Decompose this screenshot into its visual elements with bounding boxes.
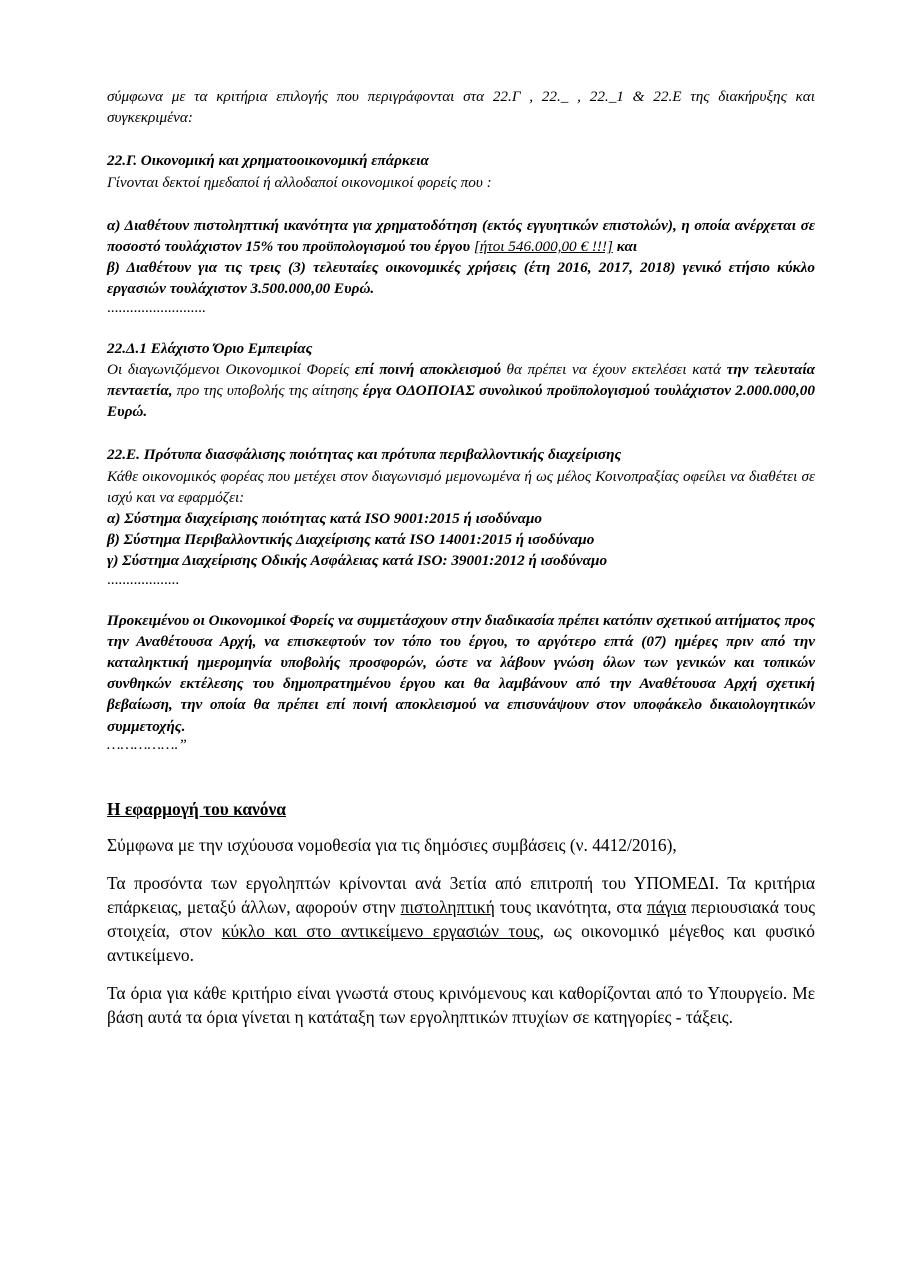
section-22g-ellipsis: .......................... xyxy=(107,298,206,316)
p2-part-b: τους ικανότητα, στα xyxy=(494,896,647,917)
section-22e-title: 22.Ε. Πρότυπα διασφάλισης ποιότητας και πρότυπα περιβαλλοντικής διαχείρισης xyxy=(107,446,622,464)
quote-end: …………….” xyxy=(107,735,187,753)
rule-paragraph-1: Σύμφωνα με την ισχύουσα νομοθεσία για τις δημόσιες συμβάσεις (ν. 4412/2016), xyxy=(107,834,677,855)
section-22d1-text xyxy=(107,359,815,423)
item-a-text: α) Διαθέτουν πιστοληπτική ικανότητα για χρηματοδότηση (εκτός εγγυητικών επιστολών), η οποία ανέρχεται σε ποσοστό τουλάχιστον 15% του προϋπολογισμού του έργου xyxy=(107,216,815,256)
section-22g-intro: Γίνονται δεκτοί ημεδαποί ή αλλοδαποί οικονομικοί φορείς που : xyxy=(107,173,492,191)
rule-paragraph-2 xyxy=(107,871,815,967)
site-visit-paragraph: Προκειμένου οι Οικονομικοί Φορείς να συμμετάσχουν στην διαδικασία πρέπει κατόπιν σχετικού αιτήματος προς την Αναθέτουσα Αρχή, να επισκεφτούν τον τόπο του έργου, το αργότερο επτά (07) ημέρες πριν από την καταληκτική ημερομηνία υποβολής προσφορών, ώστε να λάβουν γνώση όλων των γενικών και τοπικών συνθηκών εκτέλεσης του δημοπρατημένου έργου και θα λαμβάνουν από την Αναθέτουσα Αρχή σχετική βεβαίωση, την οποία θα πρέπει επί ποινή αποκλεισμού να επισυνάψουν στον υποφάκελο δικαιολογητικών συμμετοχής. xyxy=(107,611,815,735)
section-22g-title: 22.Γ. Οικονομική και χρηματοοικονομική επάρκεια xyxy=(107,152,429,170)
page-content xyxy=(107,86,815,1029)
p2-part-c: περιουσιακά τους στοιχεία, στον xyxy=(107,896,816,941)
section-22e-item-a: α) Σύστημα διαχείρισης ποιότητας κατά ISO 9001:2015 ή ισοδύναμο xyxy=(107,510,543,528)
section-22g-item-a xyxy=(107,215,815,257)
rule-application xyxy=(107,797,815,1029)
section-22e-intro: Κάθε οικονομικός φορέας που μετέχει στον διαγωνισμό μεμονωμένα ή ως μέλος Κοινοπραξίας οφείλει να διαθέτει σε ισχύ και να εφαρμόζει: xyxy=(107,467,815,506)
d1-part5: προ της υποβολής της αίτησης xyxy=(172,382,363,400)
d1-part2: επί ποινή αποκλεισμού xyxy=(354,360,501,378)
p2-credit-term: πιστοληπτική xyxy=(400,896,495,917)
section-22e-ellipsis: ................... xyxy=(107,570,180,588)
d1-part3: θα πρέπει να έχουν εκτελέσει κατά xyxy=(500,360,727,378)
rule-paragraph-3: Τα όρια για κάθε κριτήριο είναι γνωστά στους κρινόμενους και καθορίζονται από το Υπουργείο. Με βάση αυτά τα όρια γίνεται η κατάταξη των εργοληπτικών πτυχίων σε κατηγορίες - τάξεις. xyxy=(107,982,815,1027)
item-a-amount: [ήτοι 546.000,00 € !!!] xyxy=(473,238,613,256)
d1-part6: έργα ΟΔΟΠΟΙΑΣ συνολικού προϋπολογισμού τουλάχιστον 2.000.000,00 Ευρώ. xyxy=(107,382,815,421)
item-a-end: και xyxy=(612,238,638,256)
section-22e-item-b: β) Σύστημα Περιβαλλοντικής Διαχείρισης κατά ISO 14001:2015 ή ισοδύναμο xyxy=(107,531,595,549)
p2-part-a: Τα προσόντα των εργοληπτών κρίνονται ανά 3ετία από επιτροπή του ΥΠΟΜΕΔΙ. Τα κριτήρια επάρκειας, μεταξύ άλλων, αφορούν στην xyxy=(107,872,815,917)
p2-part-d: , ως οικονομικό μέγεθος και φυσικό αντικείμενο. xyxy=(107,920,815,965)
quoted-declaration xyxy=(107,86,815,753)
d1-part1: Οι διαγωνιζόμενοι Οικονομικοί Φορείς xyxy=(107,360,355,378)
p2-turnover-term: κύκλο και στο αντικείμενο εργασιών τους xyxy=(221,920,540,941)
d1-part4: την τελευταία πενταετία, xyxy=(107,360,815,400)
section-22e-item-c: γ) Σύστημα Διαχείρισης Οδικής Ασφάλειας κατά ISO: 39001:2012 ή ισοδύναμο xyxy=(107,552,608,570)
intro-line: σύμφωνα με τα κριτήρια επιλογής που περιγράφονται στα 22.Γ , 22._ , 22._1 & 22.Ε της διακήρυξης και συγκεκριμένα: xyxy=(107,88,815,127)
section-22d1-title: 22.Δ.1 Ελάχιστο Όριο Εμπειρίας xyxy=(107,339,313,357)
section-22g-item-b: β) Διαθέτουν για τις τρεις (3) τελευταίες οικονομικές χρήσεις (έτη 2016, 2017, 2018) γενικό ετήσιο κύκλο εργασιών τουλάχιστον 3.500.000,00 Ευρώ. xyxy=(107,259,815,298)
p2-fixed-assets-term: πάγια xyxy=(646,896,687,917)
rule-heading: Η εφαρμογή του κανόνα xyxy=(107,798,286,819)
